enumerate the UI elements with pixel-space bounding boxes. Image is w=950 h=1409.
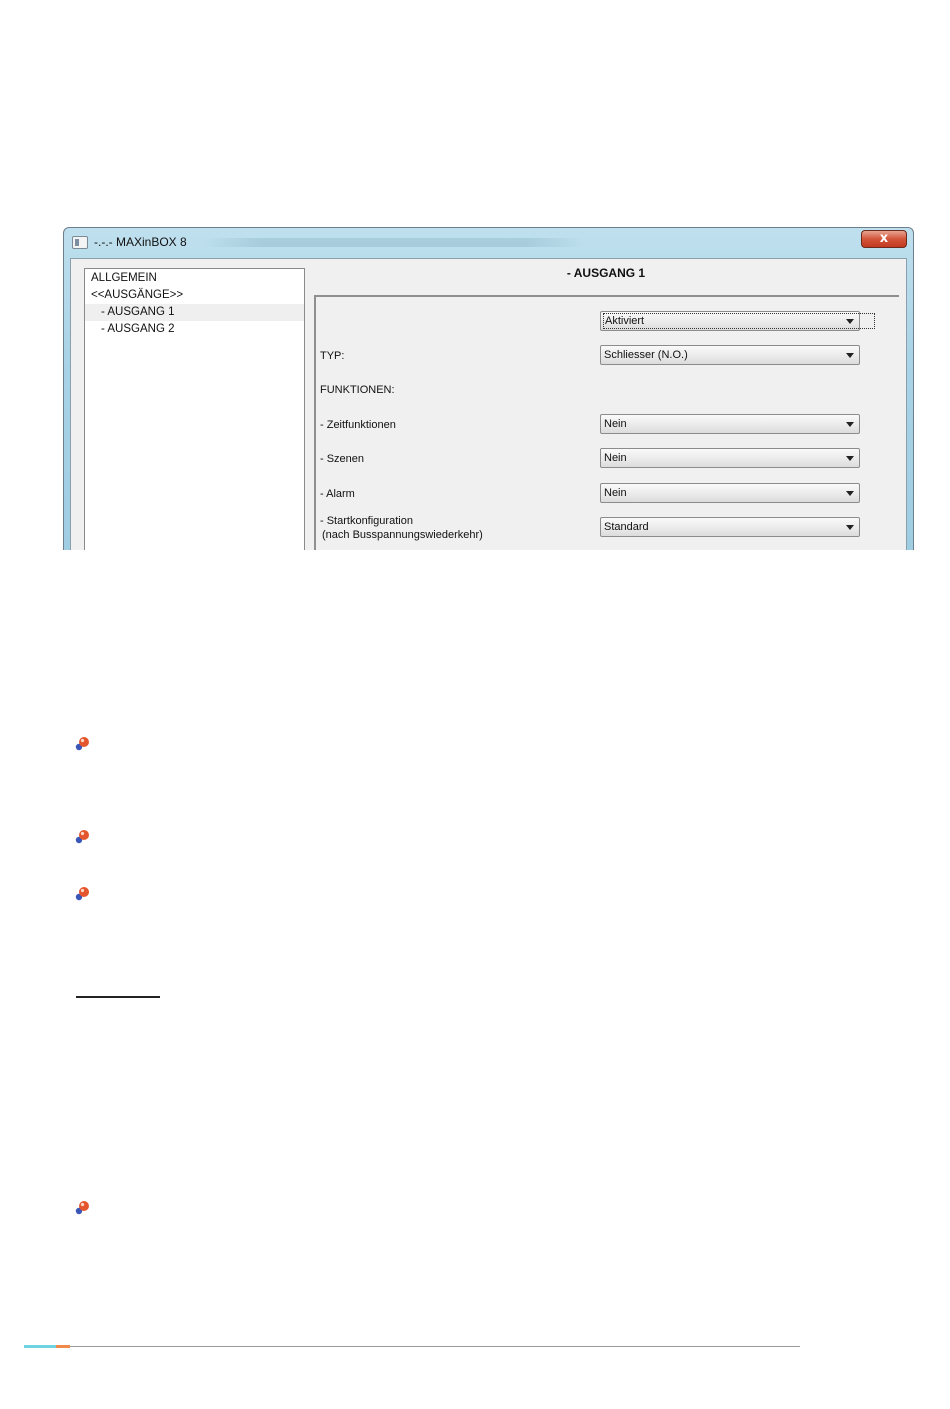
chevron-down-icon (846, 422, 854, 427)
footer-accent-orange (56, 1345, 70, 1348)
select-value: Nein (604, 452, 627, 464)
alarm-label: - Alarm (320, 488, 355, 500)
type-select[interactable] (600, 345, 860, 365)
chevron-down-icon (846, 491, 854, 496)
type-label: TYP: (320, 350, 345, 362)
tree-item-ausgang-1[interactable] (85, 304, 304, 321)
select-value: Aktiviert (603, 313, 875, 329)
scenes-label: - Szenen (320, 453, 365, 465)
select-value: Nein (604, 418, 627, 430)
select-value: Nein (604, 487, 627, 499)
tree-item-label: <<AUSGÄNGE>> (91, 289, 184, 301)
window-app-icon (72, 236, 88, 249)
tree-item-label: - AUSGANG 1 (101, 306, 175, 318)
tree-item-ausgaenge[interactable] (91, 287, 183, 304)
startup-label: - Startkonfiguration (320, 515, 413, 527)
functions-heading: FUNKTIONEN: (320, 384, 395, 396)
chevron-down-icon (846, 319, 854, 324)
select-value: Standard (604, 521, 649, 533)
time-functions-select[interactable] (600, 414, 860, 434)
tree-item-allgemein[interactable] (91, 270, 157, 287)
tree-item-ausgang-2[interactable] (101, 321, 175, 338)
chevron-down-icon (846, 353, 854, 358)
title-bar[interactable] (64, 228, 913, 258)
enabled-select[interactable] (600, 311, 860, 331)
title-blur-region (204, 238, 584, 247)
section-underline (76, 996, 160, 998)
select-value: Schliesser (N.O.) (604, 349, 688, 361)
alarm-select[interactable] (600, 483, 860, 503)
app-window (63, 227, 914, 550)
chevron-down-icon (846, 525, 854, 530)
ball-bullet-icon (74, 884, 92, 902)
window-title: -.-.- MAXinBOX 8 (94, 235, 187, 249)
tree-item-label: - AUSGANG 2 (101, 323, 175, 335)
window-client-area (70, 258, 907, 550)
chevron-down-icon (846, 456, 854, 461)
navigation-tree (84, 268, 305, 550)
startup-sublabel: (nach Busspannungswiederkehr) (322, 529, 483, 541)
ball-bullet-icon (74, 827, 92, 845)
footer-accent-cyan (24, 1345, 56, 1348)
ball-bullet-icon (74, 1198, 92, 1216)
page-title: - AUSGANG 1 (566, 266, 646, 280)
scenes-select[interactable] (600, 448, 860, 468)
ball-bullet-icon (74, 734, 92, 752)
tree-item-label: ALLGEMEIN (91, 272, 157, 284)
close-button[interactable]: x (861, 230, 907, 248)
time-functions-label: - Zeitfunktionen (320, 419, 396, 431)
footer-divider (24, 1346, 800, 1347)
startup-select[interactable] (600, 517, 860, 537)
